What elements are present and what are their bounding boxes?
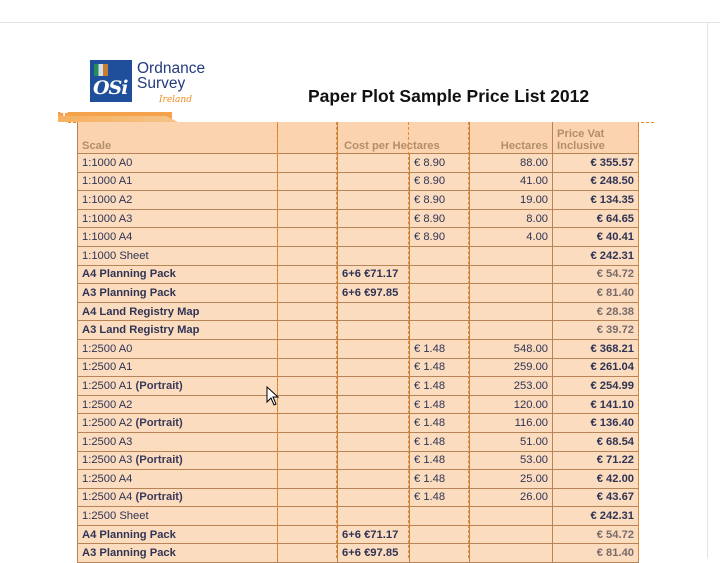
cell-price: € 68.54 xyxy=(553,432,639,451)
column-guide-5 xyxy=(638,122,639,558)
table-row xyxy=(78,488,639,507)
scale-label: 1:2500 A4 xyxy=(82,472,133,485)
cell-hectares: 120.00 xyxy=(470,395,553,414)
cell-cost xyxy=(338,154,410,173)
scale-label: A4 Land Registry Map xyxy=(82,305,200,318)
cell-hectares: 259.00 xyxy=(470,358,553,377)
cell-cost xyxy=(338,228,410,247)
table-row xyxy=(78,377,639,396)
cell-scale xyxy=(78,154,278,173)
cell-cost xyxy=(338,432,410,451)
scale-label: 1:1000 A2 xyxy=(82,193,133,206)
cell-rate xyxy=(410,265,470,284)
page-top-edge xyxy=(0,0,720,23)
table-row xyxy=(78,172,639,191)
scale-label: A3 Land Registry Map xyxy=(82,324,200,337)
page-title: Paper Plot Sample Price List 2012 xyxy=(308,86,590,106)
cell-scale xyxy=(78,191,278,210)
cell-scale xyxy=(78,414,278,433)
cell-rate: € 1.48 xyxy=(410,395,470,414)
table-row xyxy=(78,414,639,433)
scale-label: 1:1000 A4 xyxy=(82,231,133,244)
scale-label: A3 Planning Pack xyxy=(82,547,176,560)
cell-blank xyxy=(278,228,338,247)
cell-price: € 368.21 xyxy=(553,339,639,358)
cell-hectares xyxy=(470,284,553,303)
cell-hectares xyxy=(470,265,553,284)
cell-price: € 81.40 xyxy=(553,544,639,563)
cell-cost xyxy=(338,377,410,396)
cell-hectares xyxy=(470,525,553,544)
cell-scale xyxy=(78,377,278,396)
table-row xyxy=(78,470,639,489)
scale-label: 1:2500 A1 xyxy=(82,361,133,374)
logo-line-1: Ordnance xyxy=(137,60,206,77)
cell-scale xyxy=(78,432,278,451)
cell-blank xyxy=(278,284,338,303)
cell-price: € 141.10 xyxy=(553,395,639,414)
cell-hectares: 4.00 xyxy=(470,228,553,247)
cell-scale xyxy=(78,209,278,228)
cell-hectares: 51.00 xyxy=(470,432,553,451)
cell-rate: € 1.48 xyxy=(410,414,470,433)
cell-cost xyxy=(338,414,410,433)
cell-rate xyxy=(410,507,470,526)
cell-hectares: 548.00 xyxy=(470,339,553,358)
cell-blank xyxy=(278,172,338,191)
cell-price: € 242.31 xyxy=(553,246,639,265)
cell-scale xyxy=(78,470,278,489)
cell-blank xyxy=(278,377,338,396)
cell-cost: 6+6 €71.17 xyxy=(338,525,410,544)
cell-blank xyxy=(278,154,338,173)
cell-rate xyxy=(410,284,470,303)
cell-scale xyxy=(78,321,278,340)
cell-blank xyxy=(278,507,338,526)
scale-label: 1:2500 A2 xyxy=(82,398,133,411)
cell-scale xyxy=(78,488,278,507)
table-row xyxy=(78,525,639,544)
cell-blank xyxy=(278,525,338,544)
table-row xyxy=(78,395,639,414)
cell-blank xyxy=(278,414,338,433)
cell-rate: € 8.90 xyxy=(410,209,470,228)
cell-price: € 71.22 xyxy=(553,451,639,470)
cell-scale xyxy=(78,284,278,303)
cell-blank xyxy=(278,395,338,414)
cell-cost xyxy=(338,209,410,228)
column-guide-3 xyxy=(408,122,409,558)
cell-price: € 242.31 xyxy=(553,507,639,526)
cell-cost: 6+6 €97.85 xyxy=(338,544,410,563)
cell-cost: 6+6 €71.17 xyxy=(338,265,410,284)
cell-rate: € 1.48 xyxy=(410,377,470,396)
column-header-blank xyxy=(278,122,338,154)
cell-blank xyxy=(278,470,338,489)
cell-price: € 54.72 xyxy=(553,525,639,544)
scale-label: 1:2500 A3 xyxy=(82,454,133,467)
cell-hectares: 26.00 xyxy=(470,488,553,507)
table-row xyxy=(78,432,639,451)
price-table xyxy=(77,122,639,563)
cell-cost xyxy=(338,302,410,321)
table-row xyxy=(78,154,639,173)
scale-label: 1:2500 Sheet xyxy=(82,510,149,523)
cell-price: € 248.50 xyxy=(553,172,639,191)
cell-scale xyxy=(78,172,278,191)
cell-rate: € 1.48 xyxy=(410,432,470,451)
scale-label: 1:1000 A1 xyxy=(82,175,133,188)
cell-hectares: 41.00 xyxy=(470,172,553,191)
cell-rate xyxy=(410,321,470,340)
scale-label: 1:2500 A3 xyxy=(82,435,133,448)
cell-hectares: 88.00 xyxy=(470,154,553,173)
cell-rate: € 1.48 xyxy=(410,339,470,358)
table-row xyxy=(78,339,639,358)
osi-logo-mark xyxy=(90,60,132,102)
cell-blank xyxy=(278,191,338,210)
cell-price: € 254.99 xyxy=(553,377,639,396)
scale-suffix: (Portrait) xyxy=(132,379,183,392)
logo-line-2: Survey xyxy=(137,75,186,92)
cell-blank xyxy=(278,339,338,358)
cell-hectares: 116.00 xyxy=(470,414,553,433)
scale-suffix: (Portrait) xyxy=(132,454,183,467)
cell-hectares xyxy=(470,246,553,265)
cell-hectares xyxy=(470,507,553,526)
cell-hectares: 25.00 xyxy=(470,470,553,489)
cell-price: € 28.38 xyxy=(553,302,639,321)
scale-label: A4 Planning Pack xyxy=(82,268,176,281)
table-row xyxy=(78,228,639,247)
cell-hectares: 253.00 xyxy=(470,377,553,396)
logo-mark-text: OSi xyxy=(93,77,128,99)
ordnance-survey-logo xyxy=(90,60,220,104)
cell-cost xyxy=(338,339,410,358)
cell-hectares xyxy=(470,321,553,340)
cell-price: € 355.57 xyxy=(553,154,639,173)
table-row xyxy=(78,451,639,470)
cell-scale xyxy=(78,525,278,544)
cell-scale xyxy=(78,228,278,247)
plus-move-icon[interactable]: + xyxy=(60,104,69,120)
table-row xyxy=(78,209,639,228)
cell-scale xyxy=(78,358,278,377)
table-header-row xyxy=(78,122,639,154)
cell-blank xyxy=(278,544,338,563)
cell-blank xyxy=(278,488,338,507)
cell-blank xyxy=(278,209,338,228)
cell-blank xyxy=(278,432,338,451)
cell-rate xyxy=(410,246,470,265)
cell-blank xyxy=(278,265,338,284)
cell-rate: € 8.90 xyxy=(410,228,470,247)
cell-hectares: 53.00 xyxy=(470,451,553,470)
cell-blank xyxy=(278,358,338,377)
column-header-scale: Scale xyxy=(78,122,278,154)
cell-scale xyxy=(78,395,278,414)
table-row xyxy=(78,191,639,210)
cell-blank xyxy=(278,451,338,470)
column-header-cost: Cost per Hectares xyxy=(338,122,470,154)
table-row xyxy=(78,507,639,526)
cell-cost xyxy=(338,451,410,470)
scale-label: 1:2500 A4 xyxy=(82,491,133,504)
cell-price: € 261.04 xyxy=(553,358,639,377)
scale-label: A4 Planning Pack xyxy=(82,528,176,541)
price-table-body xyxy=(78,122,639,563)
cell-price: € 81.40 xyxy=(553,284,639,303)
cell-cost xyxy=(338,191,410,210)
cell-hectares: 8.00 xyxy=(470,209,553,228)
cell-rate: € 1.48 xyxy=(410,488,470,507)
cell-rate: € 8.90 xyxy=(410,154,470,173)
column-guide-2 xyxy=(336,122,337,558)
cell-scale xyxy=(78,507,278,526)
cell-cost xyxy=(338,321,410,340)
logo-sub: Ireland xyxy=(159,95,192,105)
cell-cost: 6+6 €97.85 xyxy=(338,284,410,303)
table-row xyxy=(78,302,639,321)
flag-icon xyxy=(94,64,108,76)
cell-price: € 42.00 xyxy=(553,470,639,489)
cell-scale xyxy=(78,302,278,321)
cell-rate xyxy=(410,544,470,563)
scale-label: 1:2500 A2 xyxy=(82,417,133,430)
table-row xyxy=(78,544,639,563)
cell-cost xyxy=(338,395,410,414)
table-row xyxy=(78,284,639,303)
cell-price: € 134.35 xyxy=(553,191,639,210)
scale-label: 1:1000 Sheet xyxy=(82,249,149,262)
cell-blank xyxy=(278,321,338,340)
cell-cost xyxy=(338,507,410,526)
cell-cost xyxy=(338,488,410,507)
cell-rate xyxy=(410,302,470,321)
cell-cost xyxy=(338,172,410,191)
scale-label: 1:1000 A3 xyxy=(82,212,133,225)
cell-price: € 64.65 xyxy=(553,209,639,228)
cell-rate: € 8.90 xyxy=(410,172,470,191)
scale-label: 1:2500 A1 xyxy=(82,379,133,392)
cell-blank xyxy=(278,302,338,321)
scale-suffix: (Portrait) xyxy=(132,491,183,504)
cell-hectares xyxy=(470,302,553,321)
cell-scale xyxy=(78,265,278,284)
column-header-hectares: Hectares xyxy=(470,122,553,154)
cell-rate: € 1.48 xyxy=(410,470,470,489)
table-row xyxy=(78,358,639,377)
cell-cost xyxy=(338,358,410,377)
cell-price: € 54.72 xyxy=(553,265,639,284)
column-header-price: Price Vat Inclusive xyxy=(553,122,639,154)
cell-rate: € 8.90 xyxy=(410,191,470,210)
table-row xyxy=(78,265,639,284)
column-guide-1 xyxy=(277,122,278,558)
cell-rate: € 1.48 xyxy=(410,358,470,377)
cell-price: € 40.41 xyxy=(553,228,639,247)
cell-scale xyxy=(78,246,278,265)
cell-cost xyxy=(338,470,410,489)
table-row xyxy=(78,321,639,340)
column-guide-4 xyxy=(468,122,469,558)
scale-label: A3 Planning Pack xyxy=(82,286,176,299)
cell-scale xyxy=(78,544,278,563)
scale-suffix: (Portrait) xyxy=(132,417,183,430)
cell-price: € 136.40 xyxy=(553,414,639,433)
logo-wordmark xyxy=(137,60,206,105)
cell-scale xyxy=(78,339,278,358)
arrow-cursor-icon xyxy=(266,386,280,406)
table-row xyxy=(78,246,639,265)
cell-price: € 39.72 xyxy=(553,321,639,340)
cell-blank xyxy=(278,246,338,265)
cell-cost xyxy=(338,246,410,265)
cell-scale xyxy=(78,451,278,470)
cell-rate: € 1.48 xyxy=(410,451,470,470)
cell-price: € 43.67 xyxy=(553,488,639,507)
cell-rate xyxy=(410,525,470,544)
cell-hectares: 19.00 xyxy=(470,191,553,210)
scale-label: 1:1000 A0 xyxy=(82,156,133,169)
scale-label: 1:2500 A0 xyxy=(82,342,133,355)
cell-hectares xyxy=(470,544,553,563)
page-right-edge xyxy=(707,22,708,558)
